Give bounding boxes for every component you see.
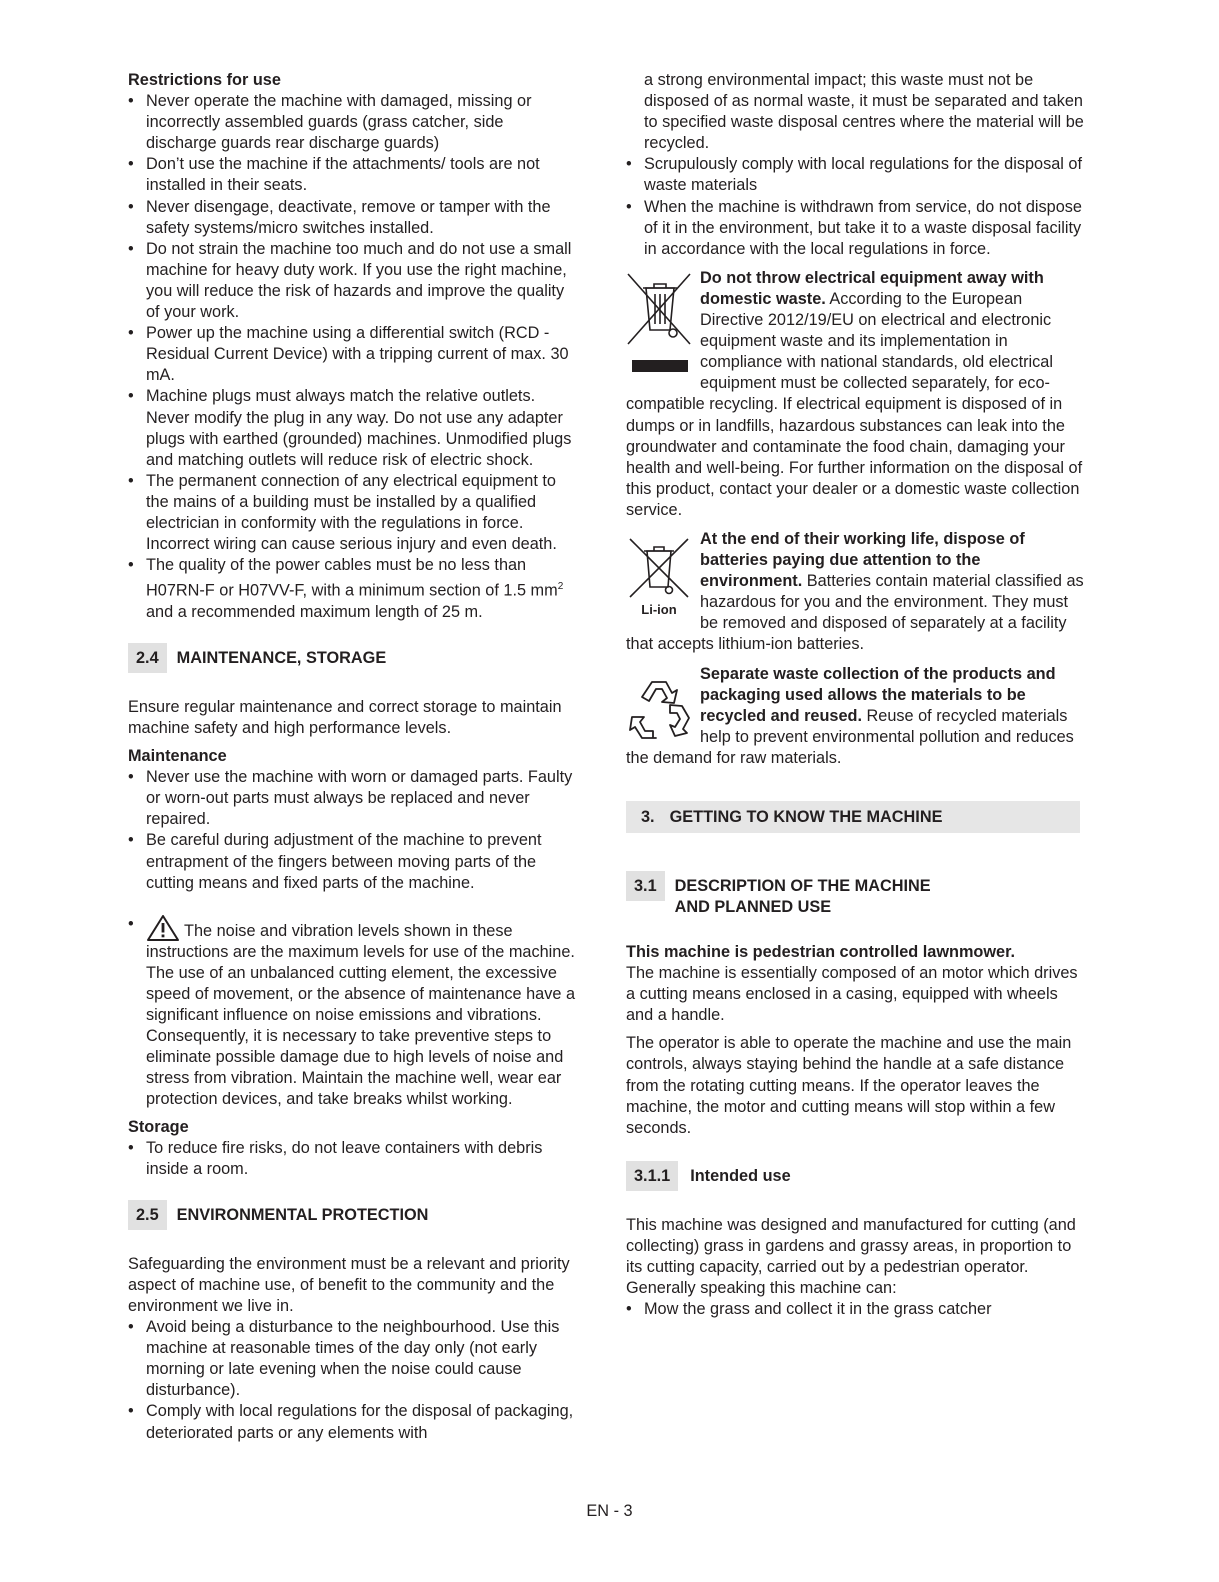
- generally-line: Generally speaking this machine can:: [626, 1279, 897, 1298]
- section-title: ENVIRONMENTAL PROTECTION: [176, 1205, 429, 1224]
- weee-title: Do not throw electrical equipment away with domestic waste.: [700, 268, 1044, 308]
- recycle-paragraph: [626, 664, 1086, 769]
- operator-paragraph: The operator is able to operate the machine and use the main controls, always staying behind the handle at a safe distance from the rotating cutting means. If the operator leaves the machine, the motor and cutting means will stop within a few seconds.: [626, 1034, 1072, 1137]
- weee-description: According to the European Directive 2012/19/EU on electrical and electronic equipment waste and its implementation in compliance with national standards, old electrical equipment must be collected separately, for eco-compatible recycling. If electrical equipment is disposed of in dumps or in landfills, hazardous substances can leak into the groundwater and contaminate the food chain, damaging your health and well-being. For further information on the disposal of this product, contact your dealer or a domestic waste collection service.: [626, 289, 1083, 519]
- recycle-icon-wrap: [626, 676, 692, 742]
- battery-description: Batteries contain material classified as hazardous for you and the environment. They must be removed and disposed of separately at a facility that accepts lithium-ion batteries.: [626, 572, 1084, 654]
- battery-title: At the end of their working life, dispose of batteries paying due attention to the environment.: [700, 529, 1025, 591]
- section-2-4-heading: [128, 643, 578, 673]
- section-number: 2.5: [128, 1200, 167, 1230]
- battery-bin-crossed-icon: [626, 537, 692, 601]
- list-item: • Never use the machine with worn or damaged parts. Faulty or worn-out parts must always be replaced and never repaired.: [128, 767, 578, 830]
- section-3-1-heading: [626, 871, 1086, 918]
- weee-section: [626, 268, 1086, 521]
- recycle-description: Reuse of recycled materials help to prevent environmental pollution and reduces the demand for raw materials.: [626, 706, 1074, 767]
- continued-paragraph: a strong environmental impact; this waste must not be disposed of as normal waste, it must be separated and taken to specified waste disposal centres where the material will be recycled.: [644, 71, 1084, 153]
- list-item: • The permanent connection of any electrical equipment to the mains of a building must be installed by a qualified electrician in conformity with the regulations in force. Incorrect wiring can cause serious injury and even death.: [128, 471, 578, 555]
- cable-text: The quality of the power cables must be no less than H07RN-F or H07VV-F, with a minimum section of 1.5 mm: [146, 556, 558, 600]
- list-item-cable: [128, 555, 578, 623]
- list-item: • Never operate the machine with damaged, missing or incorrectly assembled guards (grass catcher, side discharge guards rear discharge guards): [128, 91, 578, 154]
- list-item: • Power up the machine using a differential switch (RCD - Residual Current Device) with a tripping current of max. 30 mA.: [128, 323, 578, 386]
- list-item: • Scrupulously comply with local regulations for the disposal of waste materials: [626, 154, 1086, 196]
- battery-paragraph: [626, 529, 1086, 656]
- description-bold: This machine is pedestrian controlled lawnmower.: [626, 943, 1016, 961]
- section-number: 3.: [641, 808, 655, 826]
- restrictions-heading: Restrictions for use: [128, 71, 281, 89]
- left-column: [128, 70, 578, 1444]
- recycle-section: [626, 664, 1086, 769]
- section-3-1-1-heading: [626, 1161, 1086, 1191]
- list-item: • Do not strain the machine too much and do not use a small machine for heavy duty work. If you use the right machine, you will reduce the risk of hazards and improve the quality of your work.: [128, 239, 578, 323]
- section-number: 3.1: [626, 871, 665, 901]
- section-title-line-2: AND PLANNED USE: [674, 898, 832, 916]
- list-item: • Be careful during adjustment of the machine to prevent entrapment of the fingers between moving parts of the cutting means and fixed parts of the machine.: [128, 830, 578, 893]
- wheelie-bin-crossed-icon: [626, 272, 692, 372]
- maintenance-intro: Ensure regular maintenance and correct storage to maintain machine safety and high performance levels.: [128, 697, 562, 737]
- capabilities-list: [626, 1299, 1086, 1320]
- list-item: • Never disengage, deactivate, remove or tamper with the safety systems/micro switches installed.: [128, 197, 578, 239]
- weee-paragraph: [626, 268, 1086, 521]
- battery-section: [626, 529, 1086, 656]
- li-ion-text: Li-ion: [641, 601, 677, 617]
- list-item: • When the machine is withdrawn from service, do not dispose of it in the environment, but take it to a waste disposal facility in accordance with the local regulations in force.: [626, 197, 1086, 260]
- warning-text: The noise and vibration levels shown in these instructions are the maximum levels for use of the machine. The use of an unbalanced cutting element, the excessive speed of movement, or the absence of maintenance have a significant influence on noise emissions and vibrations. Consequently, it is necessary to take preventive steps to eliminate possible damage due to high levels of noise and stress from vibration. Maintain the machine well, wear ear protection devices, and take breaks whilst working.: [146, 921, 576, 1109]
- cable-rest: and a recommended maximum length of 25 m.: [146, 602, 483, 621]
- recycle-icon: [626, 676, 692, 742]
- list-item: • Machine plugs must always match the relative outlets. Never modify the plug in any way. Do not use any adapter plugs with earthed (grounded) machines. Unmodified plugs and matching outlets will reduce risk of electric shock.: [128, 386, 578, 470]
- description-paragraph: [626, 942, 1086, 1026]
- section-number: 3.1.1: [626, 1161, 678, 1191]
- section-title: MAINTENANCE, STORAGE: [176, 648, 387, 667]
- recycle-title: Separate waste collection of the products and packaging used allows the materials to be recycled and reused.: [700, 664, 1056, 725]
- li-ion-icon-wrap: [626, 537, 692, 617]
- section-title: [675, 871, 931, 918]
- list-item: • Avoid being a disturbance to the neighbourhood. Use this machine at reasonable times of the day only (not early morning or late evening when the noise could cause disturbance).: [128, 1317, 578, 1401]
- page-number: EN - 3: [586, 1502, 633, 1520]
- intended-use-paragraph: This machine was designed and manufactured for cutting (and collecting) grass in gardens and grassy areas, in proportion to its cutting capacity, carried out by a pedestrian operator.: [626, 1215, 1076, 1277]
- section-3-heading: [626, 801, 1080, 833]
- warning-triangle-icon: [146, 914, 180, 942]
- restrictions-list: [128, 91, 578, 623]
- disposal-items: [626, 154, 1086, 259]
- storage-heading: Storage: [128, 1117, 189, 1136]
- maintenance-heading: Maintenance: [128, 747, 227, 766]
- section-title: GETTING TO KNOW THE MACHINE: [669, 808, 943, 826]
- weee-icon-wrap: [626, 272, 692, 372]
- list-item: • Comply with local regulations for the disposal of packaging, deteriorated parts or any elements with: [128, 1401, 578, 1443]
- list-item: • Mow the grass and collect it in the grass catcher: [626, 1299, 1086, 1320]
- environment-intro: Safeguarding the environment must be a relevant and priority aspect of machine use, of benefit to the community and the environment we live in.: [128, 1254, 570, 1316]
- maintenance-list: [128, 767, 578, 1110]
- section-2-5-heading: [128, 1200, 578, 1230]
- section-title: Intended use: [690, 1166, 791, 1185]
- storage-list: [128, 1138, 578, 1180]
- description-text: The machine is essentially composed of an motor which drives a cutting means enclosed in a casing, equipped with wheels and a handle.: [626, 964, 1078, 1025]
- list-item: • To reduce fire risks, do not leave containers with debris inside a room.: [128, 1138, 578, 1180]
- list-item-warning: [128, 914, 578, 1111]
- section-number: 2.4: [128, 643, 167, 673]
- right-main: [626, 70, 1086, 1320]
- cable-sup: 2: [557, 581, 564, 593]
- list-item: • Don’t use the machine if the attachments/ tools are not installed in their seats.: [128, 154, 578, 196]
- section-title-line-1: DESCRIPTION OF THE MACHINE: [674, 877, 931, 895]
- environment-list: [128, 1317, 578, 1444]
